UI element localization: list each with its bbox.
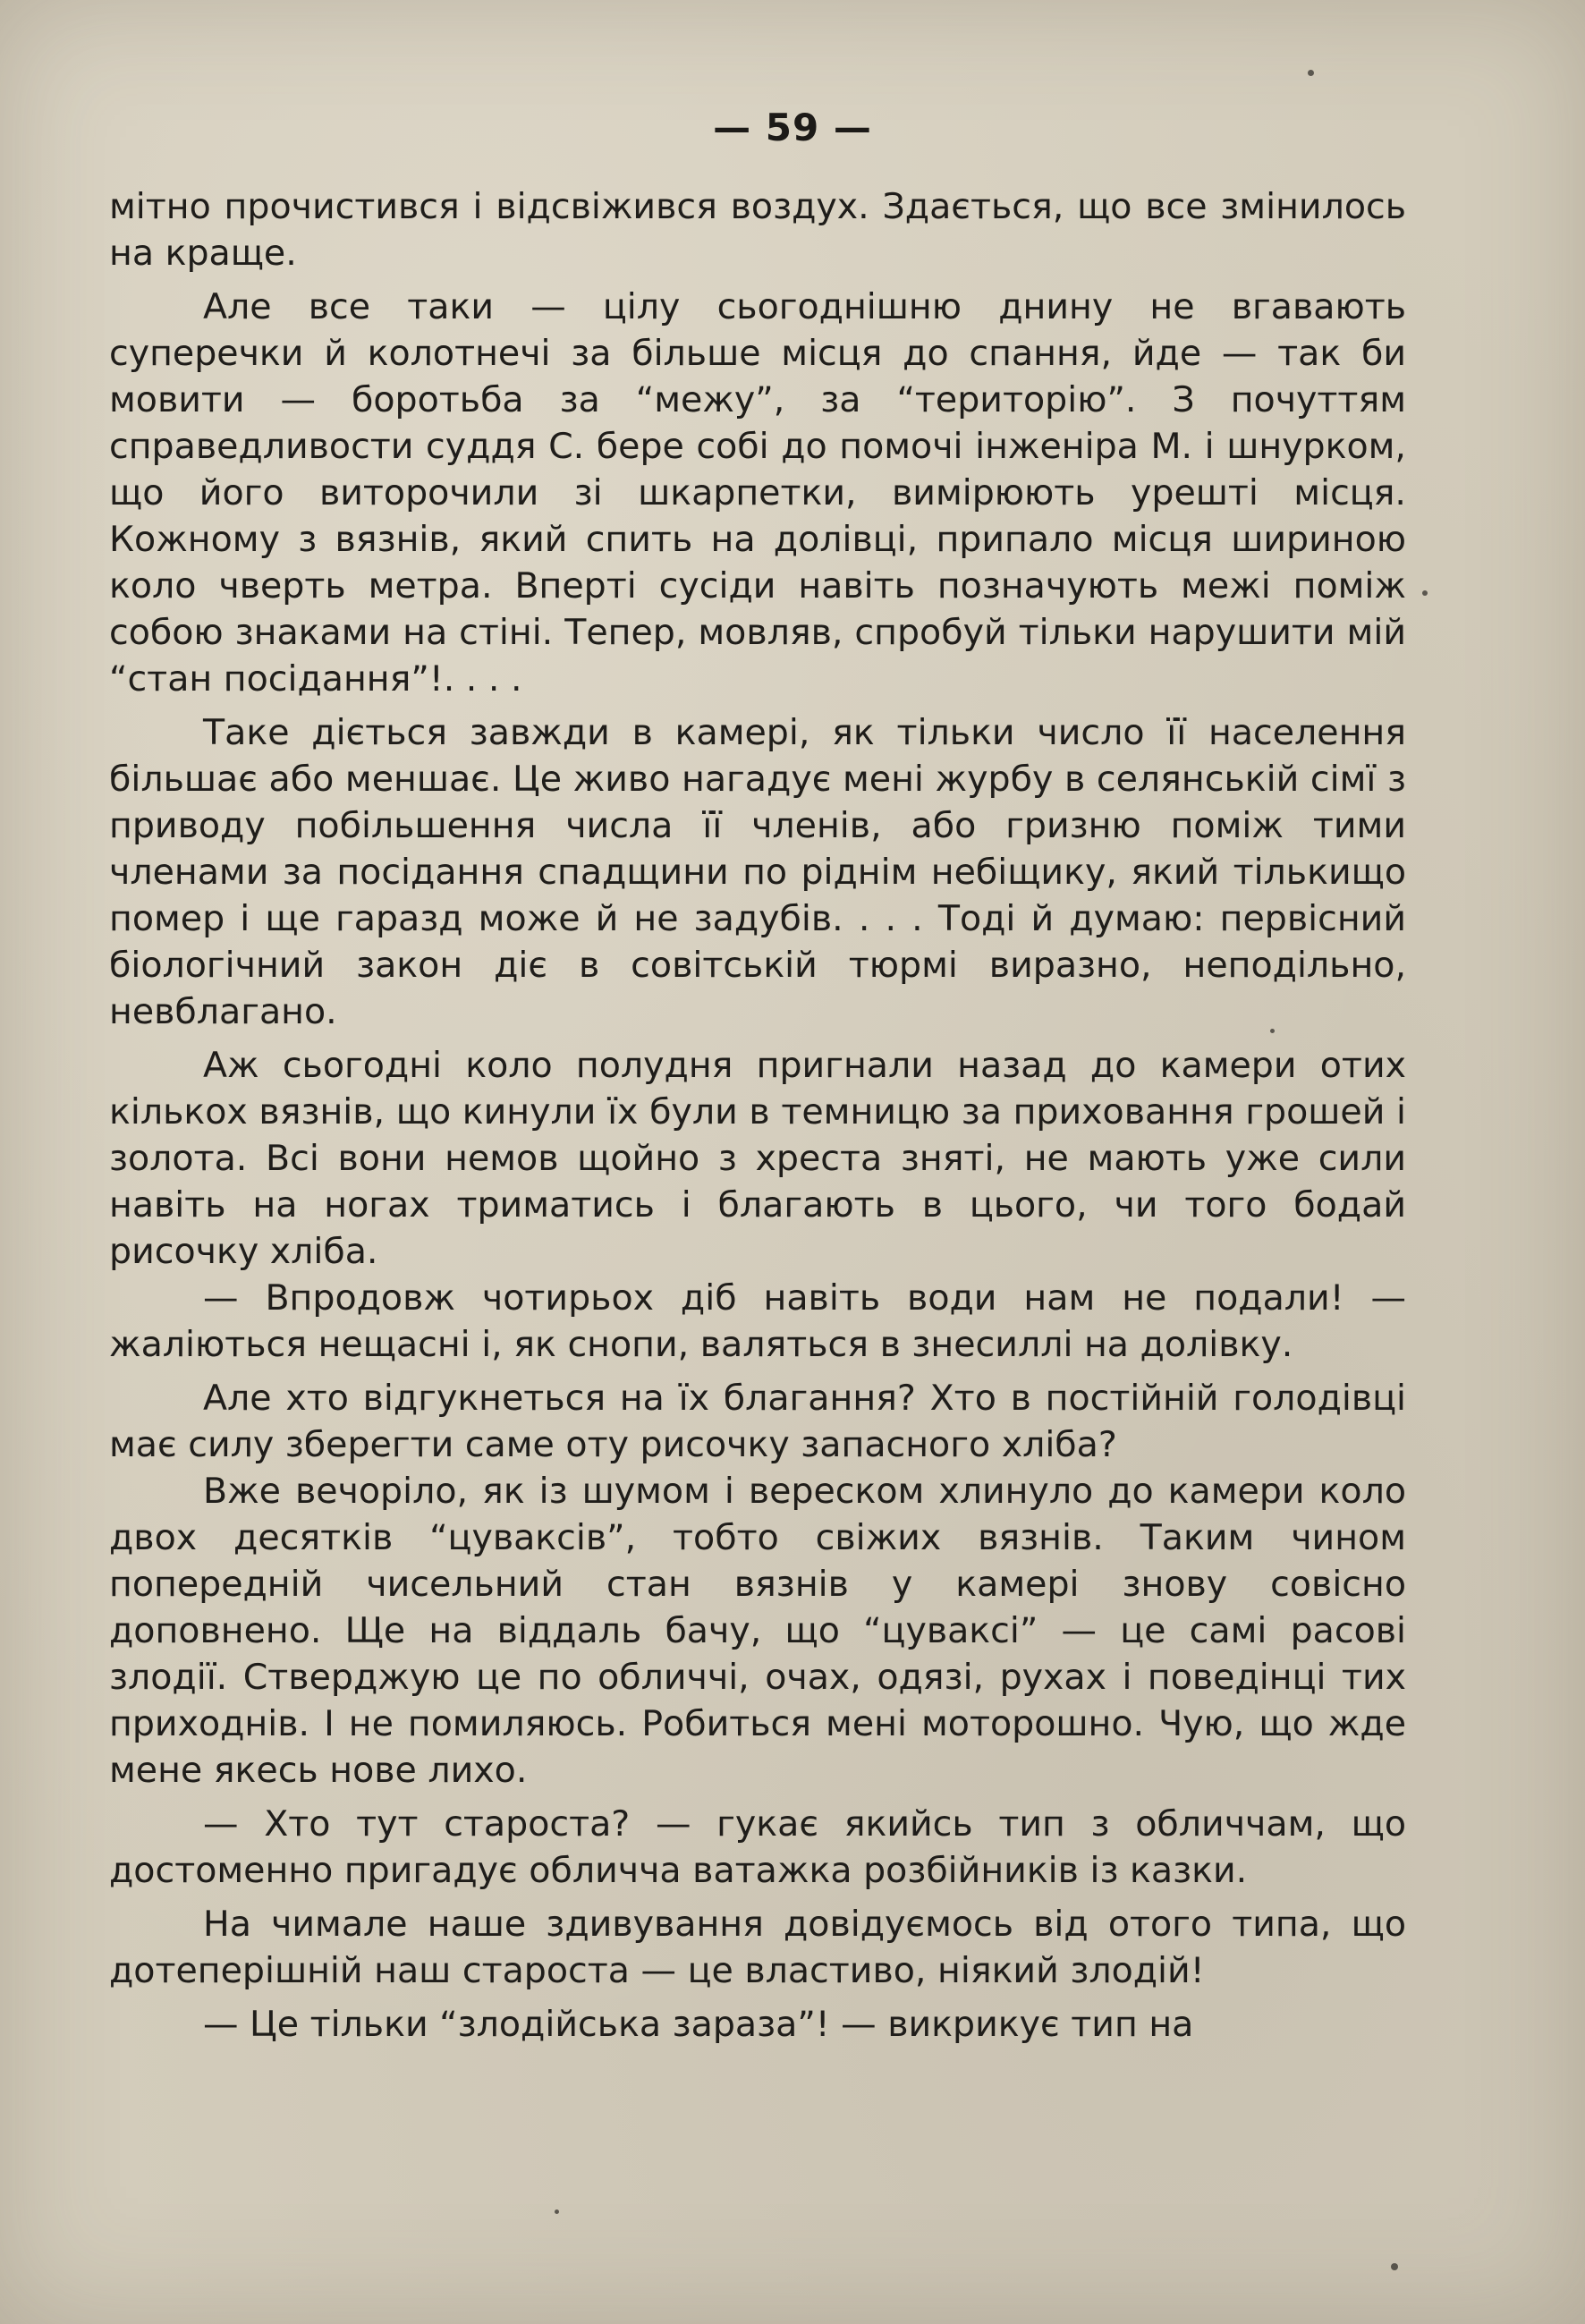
paper-speck — [555, 2209, 559, 2214]
paper-speck — [1270, 1029, 1275, 1033]
paragraph-9: На чимале наше здивування довідуємось від отого типа, що дотеперішній наш староста — це властиво, ніякий злодій! — [109, 1904, 1406, 1991]
body-text — [109, 183, 1406, 2048]
paragraph-1: мітно прочистився і відсвіжився воздух. Здається, що все змінилось на краще. — [109, 186, 1406, 274]
paragraph-10: — Це тільки “злодійська зараза”! — викрикує тип на — [203, 2004, 1194, 2045]
paper-speck — [1308, 70, 1314, 76]
paragraph-8: — Хто тут староста? — гукає якийсь тип з обличчам, що достоменно пригадує обличча ватажка розбійників із казки. — [109, 1803, 1406, 1891]
paragraph-7: Вже вечоріло, як із шумом і вереском хлинуло до камери коло двох десятків “цуваксів”, тобто свіжих вязнів. Таким чином попередній чисельний стан вязнів у камері знову совісно доповнено. Ще на віддаль бачу, що “цуваксі” — це самі расові злодії. Стверджую це по обличчі, очах, одязі, рухах і поведінці тих приходнів. І не помиляюсь. Робиться мені моторошно. Чую, що жде мене якесь нове лихо. — [109, 1471, 1406, 1791]
paper-speck — [1391, 2263, 1398, 2270]
paragraph-2: Але все таки — цілу сьогоднішню днину не вгавають суперечки й колотнечі за більше місця до спання, йде — так би мовити — боротьба за “межу”, за “територію”. З почуттям справедливости суддя С. бере собі до помочі інженіра М. і шнурком, що його виторочили зі шкарпетки, вимірюють урешті місця. Кожному з вязнів, який спить на долівці, припало місця шириною коло чверть метра. Вперті сусіди навіть позначують межі поміж собою знаками на стіні. Тепер, мовляв, спробуй тільки нарушити мій “стан посідання”!. . . . — [109, 286, 1406, 700]
paragraph-5: — Впродовж чотирьох діб навіть води нам не подали! — жаліються нещасні і, як снопи, валяться в знесиллі на долівку. — [109, 1277, 1406, 1365]
paper-speck — [1422, 590, 1428, 596]
page-number: — 59 — — [713, 106, 872, 149]
paragraph-6: Але хто відгукнеться на їх благання? Хто в постійній голодівці має силу зберегти саме оту рисочку запасного хліба? — [109, 1378, 1406, 1465]
paragraph-3: Таке діється завжди в камері, як тільки число її населення більшає або меншає. Це живо нагадує мені журбу в селянській сімї з приводу побільшення числа її членів, або гризню поміж тими членами за посідання спадщини по ріднім небіщику, який тількищо помер і ще гаразд може й не задубів. . . . Тоді й думаю: первісний біологічний закон діє в совітській тюрмі виразно, неподільно, невблагано. — [109, 712, 1406, 1032]
paragraph-4: Аж сьогодні коло полудня пригнали назад до камери отих кількох вязнів, що кинули їх були в темницю за приховання грошей і золота. Всі вони немов щойно з хреста зняті, не мають уже сили навіть на ногах триматись і благають в цього, чи того бодай рисочку хліба. — [109, 1045, 1406, 1272]
